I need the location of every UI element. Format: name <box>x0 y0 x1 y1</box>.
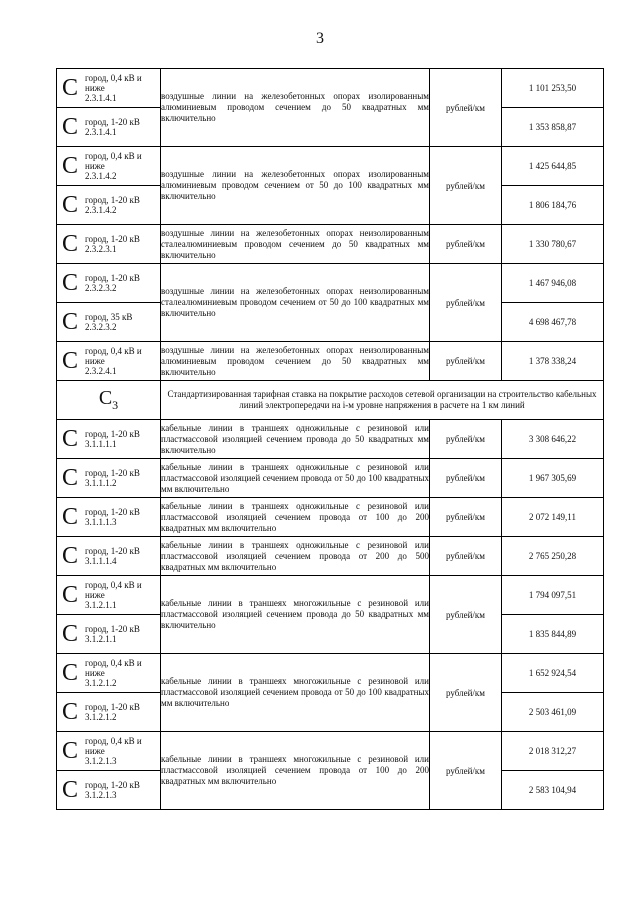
unit-cell: рублей/км <box>430 459 502 498</box>
rate-letter: C <box>61 426 78 452</box>
rate-letter: C <box>61 582 78 608</box>
unit-cell: рублей/км <box>430 147 502 225</box>
rate-code-cell <box>57 69 161 108</box>
rate-code-line: ниже <box>85 746 105 756</box>
description-cell: воздушные линии на железобетонных опорах изолированным алюминиевым проводом сечением до 50 квадратных мм включительно <box>161 69 430 147</box>
rate-code-cell <box>57 108 161 147</box>
rate-code-line: 2.3.1.4.1 <box>85 93 117 103</box>
unit-cell: рублей/км <box>430 537 502 576</box>
value-cell: 2 583 104,94 <box>502 771 604 810</box>
rate-code-line: 3.1.1.1.2 <box>85 478 117 488</box>
rate-code-line: 2.3.2.3.1 <box>85 244 117 254</box>
rate-code-line: 3.1.2.1.1 <box>85 634 117 644</box>
rate-code-cell <box>57 498 161 537</box>
rate-code-line: ниже <box>85 161 105 171</box>
value-cell: 1 652 924,54 <box>502 654 604 693</box>
value-cell: 1 794 097,51 <box>502 576 604 615</box>
value-cell: 2 503 461,09 <box>502 693 604 732</box>
rate-code-line: ниже <box>85 668 105 678</box>
rate-code-line: 3.1.2.1.3 <box>85 790 117 800</box>
rate-code-line: город, 1-20 кВ <box>85 429 140 439</box>
rate-letter: C <box>61 309 78 335</box>
rate-code-cell <box>57 693 161 732</box>
rate-code-cell <box>57 147 161 186</box>
rate-code-line: 3.1.1.1.3 <box>85 517 117 527</box>
description-cell: воздушные линии на железобетонных опорах неизолированным сталеалюминиевым проводом сечением от 50 до 100 квадратных мм включительно <box>161 264 430 342</box>
rate-code-line: город, 1-20 кВ <box>85 702 140 712</box>
rate-code-cell <box>57 771 161 810</box>
description-cell: воздушные линии на железобетонных опорах неизолированным сталеалюминиевым проводом сечением до 50 квадратных мм включительно <box>161 225 430 264</box>
rate-code-cell <box>57 459 161 498</box>
rate-letter: C <box>61 192 78 218</box>
rate-letter: C <box>61 270 78 296</box>
page-number: 3 <box>316 30 324 47</box>
rate-code-line: 2.3.1.4.2 <box>85 205 117 215</box>
value-cell: 1 101 253,50 <box>502 69 604 108</box>
rate-code-line: город, 1-20 кВ <box>85 546 140 556</box>
rate-code-cell <box>57 342 161 381</box>
description-cell: кабельные линии в траншеях многожильные с резиновой или пластмассовой изоляцией сечением провода от 50 до 100 квадратных мм включительно <box>161 654 430 732</box>
value-cell: 2 018 312,27 <box>502 732 604 771</box>
rate-letter: C <box>61 348 78 374</box>
tariff-table <box>56 68 604 810</box>
rate-code-line: город, 0,4 кВ и <box>85 73 142 83</box>
rate-letter: C <box>61 543 78 569</box>
rate-code-line: город, 35 кВ <box>85 312 133 322</box>
rate-code-line: город, 1-20 кВ <box>85 780 140 790</box>
table-row <box>57 654 604 693</box>
value-cell: 1 967 305,69 <box>502 459 604 498</box>
rate-code-line: город, 1-20 кВ <box>85 234 140 244</box>
unit-cell: рублей/км <box>430 342 502 381</box>
rate-code-line: 3.1.2.1.3 <box>85 756 117 766</box>
value-cell: 1 806 184,76 <box>502 186 604 225</box>
rate-code-line: город, 1-20 кВ <box>85 273 140 283</box>
rate-code-cell <box>57 732 161 771</box>
table-row <box>57 420 604 459</box>
rate-code-line: 2.3.2.3.2 <box>85 322 117 332</box>
table-row <box>57 147 604 186</box>
table-row <box>57 342 604 381</box>
rate-code-line: город, 1-20 кВ <box>85 195 140 205</box>
rate-code-line: 2.3.1.4.2 <box>85 171 117 181</box>
value-cell: 1 353 858,87 <box>502 108 604 147</box>
description-cell: кабельные линии в траншеях многожильные с резиновой или пластмассовой изоляцией сечением провода от 100 до 200 квадратных мм включительно <box>161 732 430 810</box>
unit-cell: рублей/км <box>430 264 502 342</box>
rate-code-line: город, 0,4 кВ и <box>85 658 142 668</box>
rate-code-line: 2.3.1.4.1 <box>85 127 117 137</box>
unit-cell: рублей/км <box>430 576 502 654</box>
unit-cell: рублей/км <box>430 69 502 147</box>
rate-code-line: 2.3.2.3.2 <box>85 283 117 293</box>
rate-letter: C <box>61 777 78 803</box>
description-cell: кабельные линии в траншеях одножильные с резиновой или пластмассовой изоляцией сечением провода от 200 до 500 квадратных мм включительно <box>161 537 430 576</box>
value-cell: 1 378 338,24 <box>502 342 604 381</box>
description-cell: воздушные линии на железобетонных опорах изолированным алюминиевым проводом сечением от 50 до 100 квадратных мм включительно <box>161 147 430 225</box>
value-cell: 1 835 844,89 <box>502 615 604 654</box>
rate-code-line: ниже <box>85 356 105 366</box>
rate-letter: C <box>61 114 78 140</box>
rate-code-line: город, 1-20 кВ <box>85 468 140 478</box>
value-cell: 2 765 250,28 <box>502 537 604 576</box>
rate-code-cell <box>57 420 161 459</box>
unit-cell: рублей/км <box>430 732 502 810</box>
table-row <box>57 576 604 615</box>
rate-letter: C <box>61 75 78 101</box>
rate-code-line: ниже <box>85 590 105 600</box>
table-row <box>57 264 604 303</box>
rate-code-line: 3.1.1.1.4 <box>85 556 117 566</box>
rate-code-cell <box>57 654 161 693</box>
value-cell: 3 308 646,22 <box>502 420 604 459</box>
unit-cell: рублей/км <box>430 498 502 537</box>
rate-code-cell <box>57 186 161 225</box>
rate-code-line: 3.1.2.1.2 <box>85 712 117 722</box>
rate-code-line: город, 1-20 кВ <box>85 117 140 127</box>
value-cell: 1 467 946,08 <box>502 264 604 303</box>
unit-cell: рублей/км <box>430 654 502 732</box>
description-cell: кабельные линии в траншеях одножильные с резиновой или пластмассовой изоляцией сечением провода от 100 до 200 квадратных мм включительно <box>161 498 430 537</box>
description-cell: кабельные линии в траншеях многожильные с резиновой или пластмассовой изоляцией сечением провода до 50 квадратных мм включительно <box>161 576 430 654</box>
description-cell: кабельные линии в траншеях одножильные с резиновой или пластмассовой изоляцией сечением провода от 50 до 100 квадратных мм включительно <box>161 459 430 498</box>
rate-letter: C <box>61 621 78 647</box>
rate-code-cell <box>57 264 161 303</box>
rate-letter: C <box>61 660 78 686</box>
section-title: Стандартизированная тарифная ставка на покрытие расходов сетевой организации на строительство кабельных линий электропередачи на i-м уровне напряжения в расчете на 1 км линий <box>161 381 604 420</box>
rate-code-cell <box>57 225 161 264</box>
unit-cell: рублей/км <box>430 420 502 459</box>
description-cell: воздушные линии на железобетонных опорах неизолированным алюминиевым проводом сечением до 50 квадратных мм включительно <box>161 342 430 381</box>
section-subscript: 3 <box>112 398 119 412</box>
table-row <box>57 459 604 498</box>
value-cell: 4 698 467,78 <box>502 303 604 342</box>
rate-letter: C <box>61 153 78 179</box>
rate-code-line: 3.1.1.1.1 <box>85 439 117 449</box>
rate-code-line: 2.3.2.4.1 <box>85 366 117 376</box>
rate-code-line: город, 1-20 кВ <box>85 507 140 517</box>
rate-letter: C <box>61 738 78 764</box>
table-row <box>57 69 604 108</box>
rate-letter: C <box>61 231 78 257</box>
table-row <box>57 225 604 264</box>
section-letter: C <box>98 387 113 409</box>
rate-letter: C <box>61 465 78 491</box>
rate-code-cell <box>57 537 161 576</box>
rate-code-line: город, 1-20 кВ <box>85 624 140 634</box>
unit-cell: рублей/км <box>430 225 502 264</box>
rate-letter: C <box>61 504 78 530</box>
rate-code-line: 3.1.2.1.2 <box>85 678 117 688</box>
table-row <box>57 537 604 576</box>
table-row <box>57 498 604 537</box>
rate-code-line: ниже <box>85 83 105 93</box>
value-cell: 1 330 780,67 <box>502 225 604 264</box>
value-cell: 1 425 644,85 <box>502 147 604 186</box>
section-header-row <box>57 381 604 420</box>
table-row <box>57 732 604 771</box>
rate-code-line: город, 0,4 кВ и <box>85 346 142 356</box>
value-cell: 2 072 149,11 <box>502 498 604 537</box>
rate-letter: C <box>61 699 78 725</box>
rate-code-line: город, 0,4 кВ и <box>85 580 142 590</box>
rate-code-cell <box>57 576 161 615</box>
rate-code-cell <box>57 303 161 342</box>
rate-code-line: город, 0,4 кВ и <box>85 736 142 746</box>
description-cell: кабельные линии в траншеях одножильные с резиновой или пластмассовой изоляцией сечением провода до 50 квадратных мм включительно <box>161 420 430 459</box>
section-code <box>57 381 161 420</box>
rate-code-cell <box>57 615 161 654</box>
rate-code-line: 3.1.2.1.1 <box>85 600 117 610</box>
rate-code-line: город, 0,4 кВ и <box>85 151 142 161</box>
